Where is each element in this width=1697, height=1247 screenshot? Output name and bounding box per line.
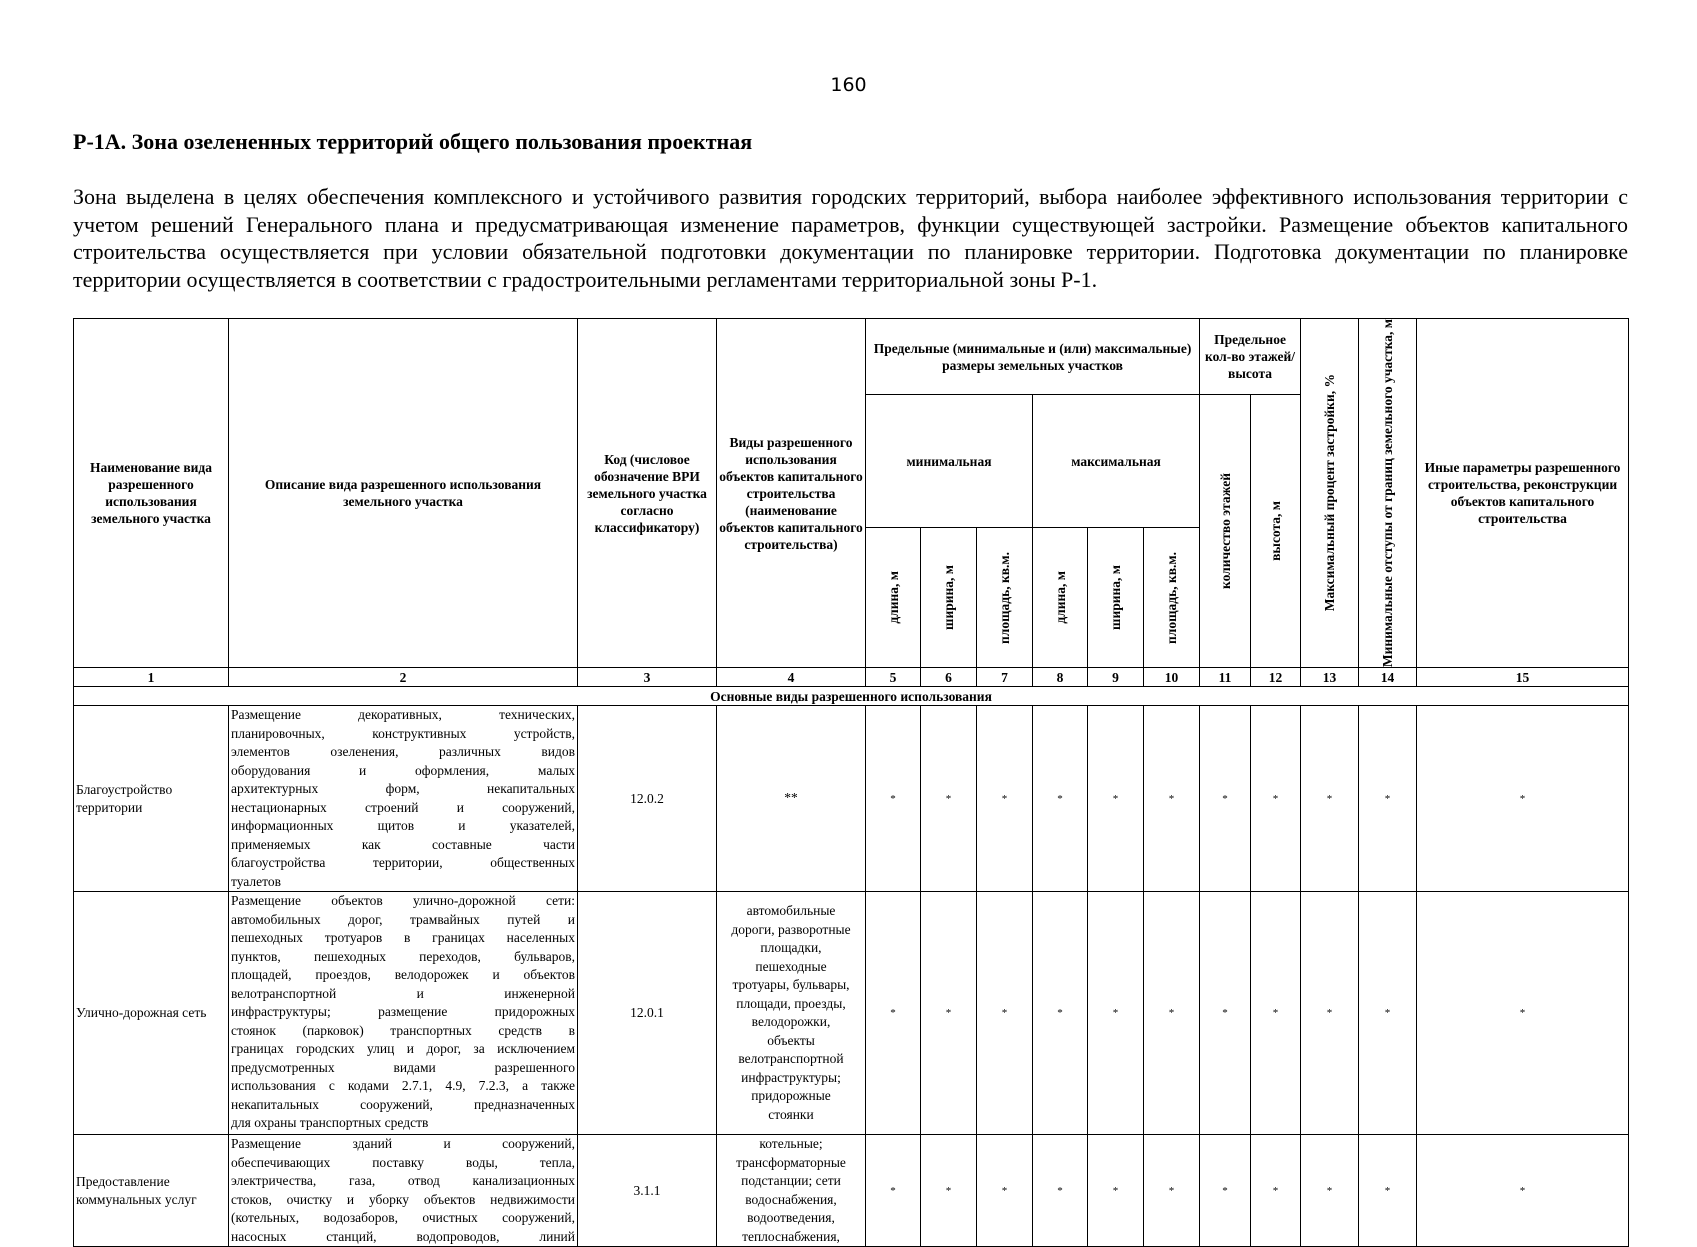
value-cell: * (1359, 706, 1417, 892)
header-min-length-text: длина, м (885, 571, 901, 624)
use-name: Благоустройство территории (74, 706, 229, 892)
description-line: планировочных, конструктивных устройств, (231, 725, 575, 741)
description-line: насосных станций, водопроводов, линий (231, 1228, 575, 1244)
description-line: велотранспортной и инженерной (231, 985, 575, 1001)
value-cell: * (1088, 1135, 1144, 1247)
page-number: 160 (830, 74, 867, 96)
description-line: оборудования и оформления, малых (231, 762, 575, 778)
column-number: 14 (1359, 668, 1417, 687)
header-height-text: высота, м (1268, 501, 1284, 562)
header-min-setback-text: Минимальные отступы от границ земельного участка, м (1380, 319, 1396, 668)
use-code: 12.0.1 (578, 892, 717, 1135)
header-objects: Виды разрешенного использования объектов капитального строительства (наименование объектов капитального строительства) (717, 319, 866, 668)
column-number: 4 (717, 668, 866, 687)
header-max-length (1033, 528, 1088, 668)
description-line: некапитальных сооружений, предназначенных (231, 1096, 575, 1112)
regulations-table (73, 318, 1629, 1247)
header-min-setback (1359, 319, 1417, 668)
objects-line: придорожные (751, 1088, 831, 1104)
column-number: 7 (977, 668, 1033, 687)
header-max-area-text: площадь, кв.м. (1164, 551, 1180, 644)
description-line: туалетов (231, 873, 281, 889)
column-number: 6 (921, 668, 977, 687)
objects-line: водоотведения, (747, 1210, 835, 1226)
value-cell: * (1200, 706, 1251, 892)
description-line: границах городских улиц и дорог, за исключением (231, 1041, 575, 1057)
use-description (229, 892, 578, 1135)
value-cell: * (921, 892, 977, 1135)
description-line: архитектурных форм, некапитальных (231, 781, 575, 797)
value-cell: * (1417, 1135, 1629, 1247)
header-floors-count (1200, 395, 1251, 668)
description-line: применяемых как составные части (231, 836, 575, 852)
description-line: Размещение декоративных, технических, (231, 707, 575, 723)
value-cell: * (1088, 892, 1144, 1135)
value-cell: * (1301, 1135, 1359, 1247)
description-line: электричества, газа, отвод канализационных (231, 1173, 575, 1189)
header-min-width-text: ширина, м (941, 565, 956, 631)
use-objects (717, 892, 866, 1135)
description-line: Размещение зданий и сооружений, (231, 1136, 575, 1152)
value-cell: * (1251, 892, 1301, 1135)
use-objects (717, 1135, 866, 1247)
description-line: информационных щитов и указателей, (231, 818, 575, 834)
objects-line: теплоснабжения, (742, 1228, 840, 1244)
description-line: использования с кодами 2.7.1, 4.9, 7.2.3, а также (231, 1078, 575, 1094)
header-min-area-text: площадь, кв.м. (997, 551, 1012, 644)
description-line: предусмотренных видами разрешенного (231, 1059, 575, 1075)
value-cell: * (1033, 1135, 1088, 1247)
header-max-area (1144, 528, 1200, 668)
description-line: пунктов, пешеходных переходов, бульваров, (231, 948, 575, 964)
description-line: (котельных, водозаборов, очистных сооружений, (231, 1210, 575, 1226)
value-cell: * (1251, 706, 1301, 892)
column-number: 2 (229, 668, 578, 687)
use-name: Улично-дорожная сеть (74, 892, 229, 1135)
header-max-width (1088, 528, 1144, 668)
header-min-length (866, 528, 921, 668)
use-name: Предоставление коммунальных услуг (74, 1135, 229, 1247)
header-plot-sizes: Предельные (минимальные и (или) максимальные) размеры земельных участков (866, 319, 1200, 395)
description-line: автомобильных дорог, трамвайных путей и (231, 911, 575, 927)
value-cell: * (1144, 892, 1200, 1135)
header-min-area (977, 528, 1033, 668)
objects-line: котельные; (759, 1136, 823, 1152)
value-cell: * (1359, 892, 1417, 1135)
use-code: 12.0.2 (578, 706, 717, 892)
value-cell: * (1417, 892, 1629, 1135)
value-cell: * (1033, 706, 1088, 892)
objects-line: объекты (767, 1032, 815, 1048)
value-cell: * (1359, 1135, 1417, 1247)
use-description (229, 706, 578, 892)
column-number: 13 (1301, 668, 1359, 687)
objects-line: трансформаторные (736, 1154, 846, 1170)
objects-line: подстанции; сети (741, 1173, 841, 1189)
column-number: 10 (1144, 668, 1200, 687)
header-max-percent (1301, 319, 1359, 668)
description-line: площадей, проездов, велодорожек и объектов (231, 967, 575, 983)
value-cell: * (866, 706, 921, 892)
column-number: 15 (1417, 668, 1629, 687)
value-cell: * (1301, 892, 1359, 1135)
value-cell: * (1144, 1135, 1200, 1247)
value-cell: * (866, 892, 921, 1135)
zone-description: Зона выделена в целях обеспечения комплексного и устойчивого развития городских территорий, выбора наиболее эффективного использования территории с учетом решений Генерального плана и предусматривающая изменение параметров, функции существующей застройки. Размещение объектов капитального строительства осуществляется при условии обязательной подготовки документации по планировке территории. Подготовка документации по планировке территории осуществляется в соответствии с градостроительными регламентами территориальной зоны Р-1. (73, 184, 1628, 292)
objects-line: инфраструктуры; (741, 1069, 841, 1085)
description-line: пешеходных тротуаров в границах населенных (231, 930, 575, 946)
section-row (74, 687, 1629, 706)
value-cell: * (866, 1135, 921, 1247)
value-cell: * (1088, 706, 1144, 892)
description-line: стоков, очистку и уборку объектов недвижимости (231, 1191, 575, 1207)
column-number: 12 (1251, 668, 1301, 687)
description-line: нестационарных строений и сооружений, (231, 799, 575, 815)
column-number: 5 (866, 668, 921, 687)
header-min-width (921, 528, 977, 668)
description-line: обеспечивающих поставку воды, тепла, (231, 1154, 575, 1170)
column-number: 11 (1200, 668, 1251, 687)
header-height (1251, 395, 1301, 668)
header-name: Наименование вида разрешенного использования земельного участка (74, 319, 229, 668)
section-title: Основные виды разрешенного использования (74, 687, 1629, 706)
column-number: 3 (578, 668, 717, 687)
objects-line: площади, проезды, (736, 995, 846, 1011)
value-cell: * (921, 706, 977, 892)
objects-line: стоянки (768, 1106, 814, 1122)
header-description: Описание вида разрешенного использования земельного участка (229, 319, 578, 668)
value-cell: * (1301, 706, 1359, 892)
objects-line: водоснабжения, (745, 1191, 837, 1207)
use-code: 3.1.1 (578, 1135, 717, 1247)
header-floors-count-text: количество этажей (1217, 473, 1233, 590)
value-cell: * (977, 1135, 1033, 1247)
header-minimal: минимальная (866, 395, 1033, 528)
column-number: 9 (1088, 668, 1144, 687)
objects-line: тротуары, бульвары, (732, 977, 850, 993)
description-line: благоустройства территории, общественных (231, 855, 575, 871)
value-cell: * (1417, 706, 1629, 892)
value-cell: * (921, 1135, 977, 1247)
column-number: 8 (1033, 668, 1088, 687)
header-max-length-text: длина, м (1052, 571, 1068, 624)
value-cell: * (1200, 892, 1251, 1135)
description-line: Размещение объектов улично-дорожной сети: (231, 893, 575, 909)
zone-title: Р-1А. Зона озелененных территорий общего пользования проектная (73, 129, 753, 154)
header-floors-group: Предельное кол-во этажей/ высота (1200, 319, 1301, 395)
use-description (229, 1135, 578, 1247)
objects-line: дороги, разворотные (731, 921, 851, 937)
objects-line: площадки, (760, 940, 822, 956)
table-row (74, 706, 1629, 892)
description-line: стоянок (парковок) транспортных средств в (231, 1022, 575, 1038)
description-line: элементов озеленения, различных видов (231, 744, 575, 760)
value-cell: * (1251, 1135, 1301, 1247)
objects-line: велотранспортной (738, 1051, 844, 1067)
header-maximal: максимальная (1033, 395, 1200, 528)
header-max-width-text: ширина, м (1108, 565, 1123, 631)
header-other-params: Иные параметры разрешенного строительства, реконструкции объектов капитального строительства (1417, 319, 1629, 668)
objects-line: велодорожки, (751, 1014, 831, 1030)
value-cell: * (977, 892, 1033, 1135)
table-row (74, 892, 1629, 1135)
value-cell: * (977, 706, 1033, 892)
column-number: 1 (74, 668, 229, 687)
column-numbers-row (74, 668, 1629, 687)
objects-line: пешеходные (755, 958, 827, 974)
value-cell: * (1200, 1135, 1251, 1247)
description-line: инфраструктуры; размещение придорожных (231, 1004, 575, 1020)
table-row (74, 1135, 1629, 1247)
value-cell: * (1144, 706, 1200, 892)
value-cell: * (1033, 892, 1088, 1135)
use-objects: ** (717, 706, 866, 892)
description-line: для охраны транспортных средств (231, 1115, 429, 1131)
header-code: Код (числовое обозначение ВРИ земельного участка согласно классификатору) (578, 319, 717, 668)
header-max-percent-text: Максимальный процент застройки, % (1322, 374, 1338, 612)
objects-line: автомобильные (746, 903, 836, 919)
